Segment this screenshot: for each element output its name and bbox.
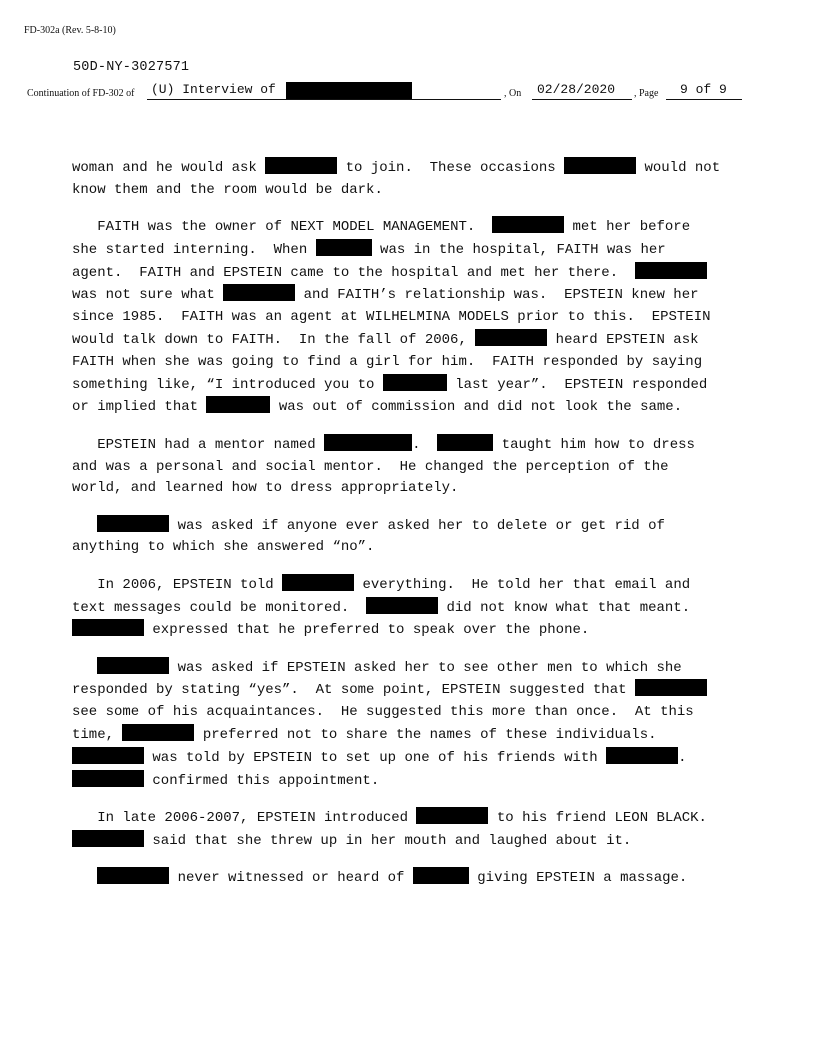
paragraph-text: In late 2006-2007, EPSTEIN introduced (72, 809, 417, 826)
date-field (532, 82, 632, 100)
redaction-box (206, 396, 270, 413)
redaction-box (383, 374, 447, 391)
paragraph-text: was in the hospital, FAITH was her agent. FAITH and EPSTEIN came to the hospital and met her there. (72, 241, 666, 281)
paragraph-text: giving EPSTEIN a massage. (468, 870, 688, 887)
paragraph (72, 515, 744, 560)
paragraph-text: met her before she started interning. When (72, 219, 691, 258)
redaction-box (72, 770, 144, 787)
paragraph-text: heard EPSTEIN ask FAITH when she was going to find a girl for him. FAITH responded by saying something like, “I introduced you to (72, 332, 703, 393)
paragraph-text: . (678, 749, 687, 766)
paragraph (72, 216, 744, 419)
paragraph (72, 807, 744, 853)
redaction-box (366, 597, 438, 614)
interview-date: 02/28/2020 (537, 82, 616, 97)
redaction-box (97, 867, 169, 884)
redaction-box (282, 574, 354, 591)
paragraph-text: was told by EPSTEIN to set up one of his friends with (144, 749, 607, 766)
paragraph-text: EPSTEIN had a mentor named (72, 436, 325, 453)
paragraph-text: confirmed this appointment. (144, 772, 380, 789)
paragraph-text: In 2006, EPSTEIN told (72, 576, 283, 593)
paragraph (72, 867, 744, 890)
interview-subject-field (147, 82, 501, 100)
paragraph-text: was out of commission and did not look the same. (270, 399, 683, 416)
page-number: 9 of 9 (680, 82, 727, 97)
paragraph-text: preferred not to share the names of these individuals. (202, 727, 657, 744)
paragraph (72, 574, 744, 642)
paragraph-text: see some of his acquaintances. He suggested this more than once. At this time, (72, 704, 694, 744)
redaction-box (437, 434, 493, 451)
document-body (72, 157, 744, 904)
redaction-box (316, 239, 372, 256)
paragraph-text: last year”. EPSTEIN responded or implied that (72, 376, 708, 416)
redaction-box (564, 157, 636, 174)
interview-title: (U) Interview of (151, 82, 276, 97)
continuation-label: Continuation of FD-302 of (27, 88, 135, 99)
paragraph-text: said that she threw up in her mouth and laughed about it. (144, 832, 632, 849)
paragraph-text: was asked if EPSTEIN asked her to see other men to which she responded by stating “yes”. At some point, EPSTEIN suggested that (72, 659, 682, 699)
paragraph-text (72, 660, 97, 676)
redaction-box (492, 216, 564, 233)
paragraph-text: did not know what that meant. (446, 599, 691, 616)
redaction-box (122, 724, 194, 741)
paragraph-text: never witnessed or heard of (169, 870, 413, 887)
page-label: , Page (634, 88, 659, 99)
file-number: 50D-NY-3027571 (73, 60, 190, 75)
paragraph (72, 157, 744, 202)
redaction-box (635, 679, 707, 696)
redaction-box (324, 434, 412, 451)
form-revision-label: FD-302a (Rev. 5-8-10) (24, 25, 116, 36)
redaction-box (223, 284, 295, 301)
redaction-box (97, 515, 169, 532)
paragraph-text (72, 870, 97, 886)
redaction-box (97, 657, 169, 674)
on-label: , On (504, 88, 522, 99)
paragraph-text: FAITH was the owner of NEXT MODEL MANAGEMENT. (72, 219, 493, 236)
redaction-box (606, 747, 678, 764)
paragraph-text: taught him how to dress and was a personal and social mentor. He changed the perception of the world, and learned how to dress appropriately. (72, 436, 695, 497)
paragraph-text: to join. These occasions (337, 160, 565, 176)
redaction-box (72, 619, 144, 636)
paragraph-text: would not know them and the room would be dark. (72, 160, 721, 198)
paragraph-text: was asked if anyone ever asked her to delete or get rid of anything to which she answered “no”. (72, 517, 665, 556)
redaction-box (265, 157, 337, 174)
paragraph-text: everything. He told her that email and text messages could be monitored. (72, 576, 691, 616)
redaction-box (413, 867, 469, 884)
redacted-subject-name (286, 82, 412, 99)
paragraph-text (72, 518, 97, 534)
redaction-box (72, 747, 144, 764)
paragraph-text: expressed that he preferred to speak over the phone. (144, 622, 590, 639)
redaction-box (72, 830, 144, 847)
paragraph-text: to his friend LEON BLACK. (496, 809, 707, 826)
paragraph-text: woman and he would ask (72, 160, 266, 176)
paragraph-text: . (412, 436, 438, 453)
paragraph-text: was not sure what (72, 287, 215, 304)
redaction-box (635, 262, 707, 279)
redaction-box (416, 807, 488, 824)
continuation-header (0, 82, 816, 104)
paragraph (72, 434, 744, 500)
page-field (666, 82, 742, 100)
paragraph-text: and FAITH’s relationship was. EPSTEIN knew her since 1985. FAITH was an agent at WILHELMINA MODELS prior to this. EPSTEIN would talk down to FAITH. In the fall of 2006, (72, 287, 711, 349)
paragraph (72, 657, 744, 793)
redaction-box (475, 329, 547, 346)
